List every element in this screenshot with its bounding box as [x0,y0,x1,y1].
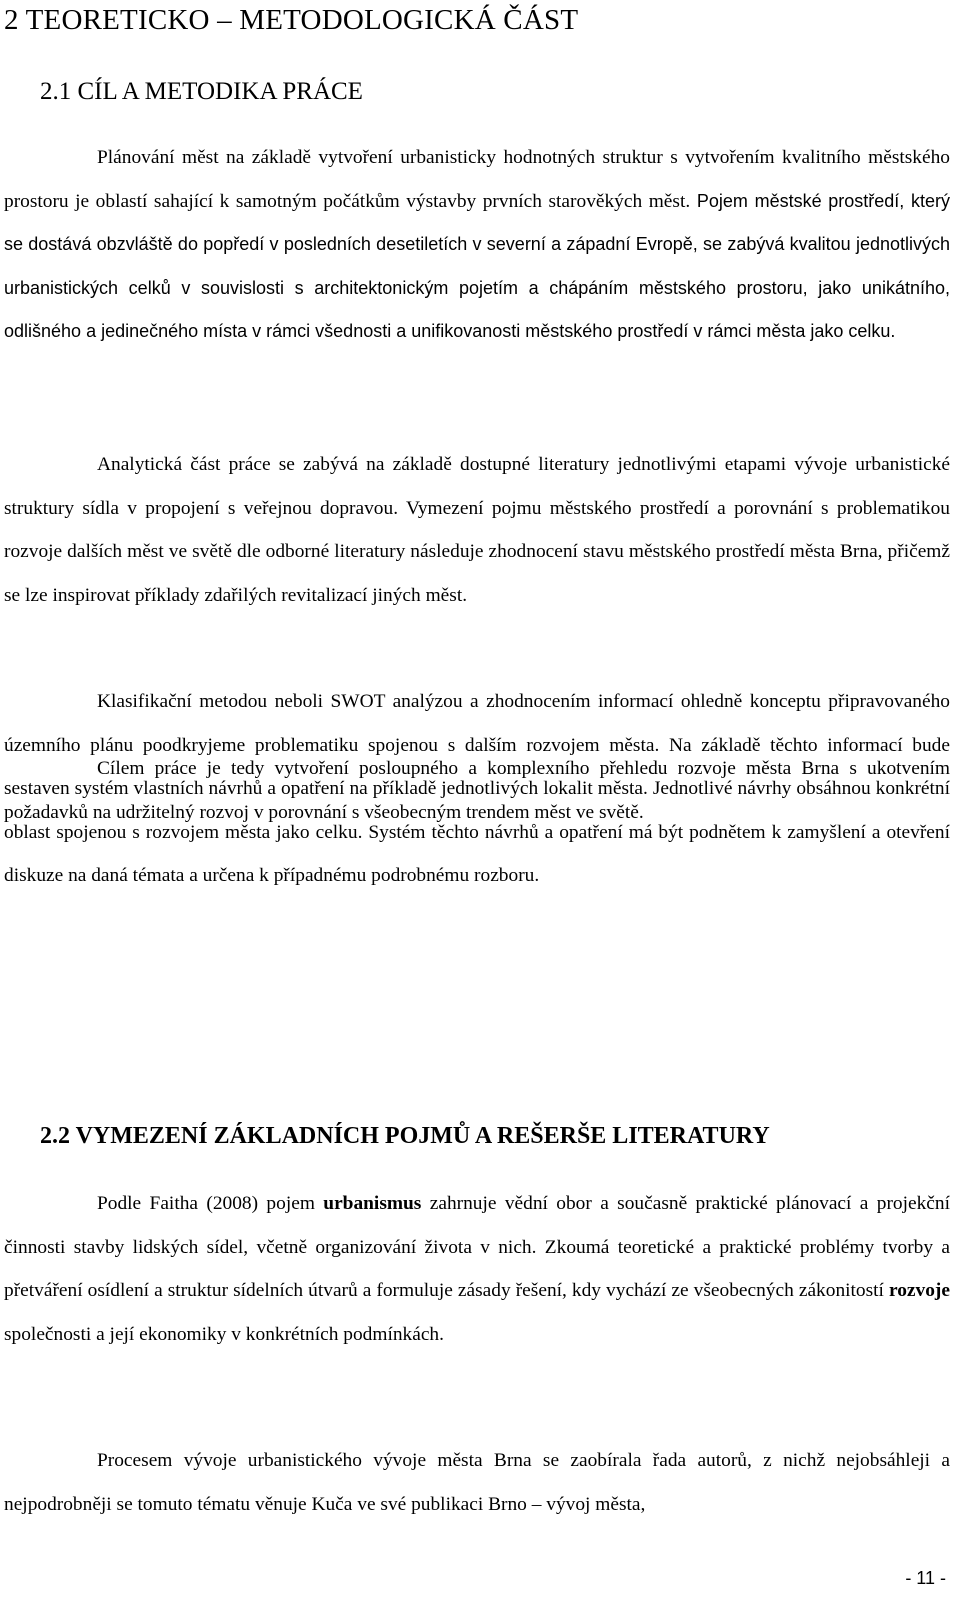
page-number: - 11 - [905,1568,946,1588]
paragraph-analytical-part: Analytická část práce se zabývá na základě dostupné literatury jednotlivými etapami vývoje urbanistické struktury sídla v propojení s veřejnou dopravou. Vymezení pojmu městského prostředí a porovnání s problematikou rozvoje dalších měst ve světě dle odborné literatury následuje zhodnocení stavu městského prostředí města Brna, přičemž se lze inspirovat příklady zdařilých revitalizací jiných měst. [4,454,950,606]
paragraph-goals-intro [4,136,950,354]
urbanism-text-a: Podle Faitha (2008) pojem [97,1193,324,1214]
term-rozvoje: rozvoje [888,1280,950,1302]
paragraph-goal-summary: Cílem práce je tedy vytvoření posloupného a komplexního přehledu rozvoje města Brna s ukotvením požadavků na udržitelný rozvoj v porovnání s všeobecným trendem měst ve světě. [4,758,950,823]
section-title-2-2: 2.2 VYMEZENÍ ZÁKLADNÍCH POJMŮ A REŠERŠE LITERATURY [40,1123,770,1149]
urbanism-text-d: společnosti a její ekonomiky v konkrétních podmínkách. [4,1323,444,1345]
paragraph-swot-method: Klasifikační metodou neboli SWOT analýzou a zhodnocením informací ohledně konceptu připravovaného územního plánu poodkryjeme problematiku spojenou s dalším rozvojem města. Na základě těchto informací bude sestaven systém vlastních návrhů a opatření na příkladě jednotlivých lokalit města. Jednotlivé návrhy obsáhnou konkrétní oblast spojenou s rozvojem města jako celku. Systém těchto návrhů a opatření má být podnětem k zamyšlení a otevření diskuze na daná témata a určena k případnému podrobnému rozboru. [4,691,950,887]
section-title-2-1: 2.1 CÍL A METODIKA PRÁCE [40,78,363,105]
chapter-title: 2 TEORETICKO – METODOLOGICKÁ ČÁST [4,4,579,36]
urbanism-text-c: zahrnuje vědní obor a současně praktické plánovací a projekční činnosti stavby lidských sídel, včetně organizování života v nich. Zkoumá teoretické a praktické problémy tvorby a přetváření osídlení a struktur sídelních útvarů a formuluje zásady řešení, kdy vychází ze všeobecných zákonitostí [4,1193,950,1302]
term-urbanismus: urbanismus [323,1193,422,1214]
paragraph-goals-intro-sans: Pojem městské prostředí, který se dostává obzvláště do popředí v posledních desetiletích v severní a západní Evropě, se zabývá kvalitou jednotlivých urbanistických celků v souvislosti s architektonickým pojetím a chápáním městského prostoru, jako unikátního, odlišného a jedinečného místa v rámci všednosti a unifikovanosti městského prostředí v rámci města jako celku. [4,190,950,342]
paragraph-brno-literature: Procesem vývoje urbanistického vývoje města Brna se zaobírala řada autorů, z nichž nejobsáhleji a nejpodrobněji se tomuto tématu věnuje Kuča ve své publikaci Brno – vývoj města, [4,1450,950,1515]
paragraph-urbanism-definition [4,1182,950,1356]
paragraph-goals-intro-serif: Plánování měst na základě vytvoření urbanisticky hodnotných struktur s vytvořením kvalitního městského prostoru je oblastí sahající k samotným počátkům výstavby prvních starověkých měst. [4,147,950,212]
